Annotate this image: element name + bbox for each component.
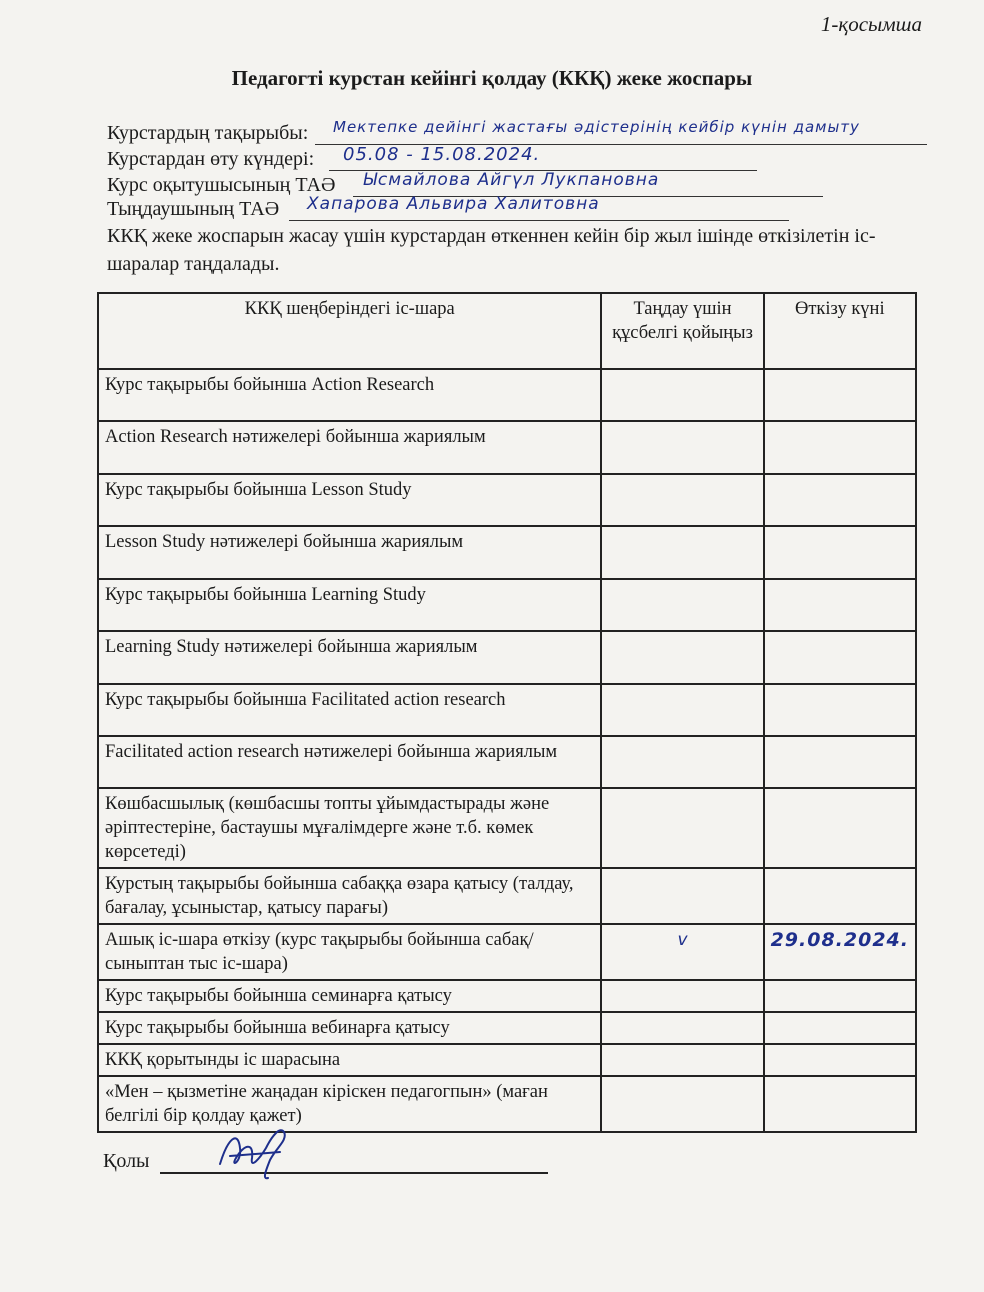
table-row: [98, 788, 916, 868]
dates-value: 05.08 - 15.08.2024.: [343, 144, 541, 165]
signature-label: Қолы: [103, 1150, 150, 1172]
table-row: [98, 736, 916, 788]
table-body: [98, 369, 916, 1132]
date-cell[interactable]: [764, 788, 916, 868]
table-row: [98, 526, 916, 579]
topic-label: Курстардың тақырыбы:: [107, 122, 309, 144]
table-row: [98, 474, 916, 526]
activity-cell: Facilitated action research нәтижелері бойынша жариялым: [98, 736, 601, 788]
instruction-text: ККҚ жеке жоспарын жасау үшін курстардан өткеннен кейін бір жыл ішінде өткізілетін іс-шаралар таңдалады.: [107, 225, 876, 275]
activity-cell: Курстың тақырыбы бойынша сабаққа өзара қатысу (талдау, бағалау, ұсыныстар, қатысу парағы): [98, 868, 601, 924]
table-row: [98, 868, 916, 924]
header-activity: ККҚ шеңберіндегі іс-шара: [98, 293, 601, 369]
date-value: 29.08.2024.: [770, 929, 909, 951]
date-cell[interactable]: [764, 1012, 916, 1044]
date-cell[interactable]: [764, 631, 916, 684]
date-cell[interactable]: [764, 924, 916, 980]
date-cell[interactable]: [764, 579, 916, 631]
checkmark-cell[interactable]: [601, 1012, 763, 1044]
activity-cell: «Мен – қызметіне жаңадан кіріскен педагогпын» (маған белгілі бір қолдау қажет): [98, 1076, 601, 1132]
table-row: [98, 1044, 916, 1076]
topic-field: [107, 118, 860, 145]
listener-value: Хапарова Альвира Халитовна: [307, 194, 600, 214]
checkmark-cell[interactable]: [601, 526, 763, 579]
listener-label: Тыңдаушының ТАӘ: [107, 198, 280, 220]
table-row: [98, 631, 916, 684]
table-row: [98, 369, 916, 421]
activity-cell: Ашық іс-шара өткізу (курс тақырыбы бойынша сабақ/ сыныптан тыс іс-шара): [98, 924, 601, 980]
dates-label: Курстардан өту күндері:: [107, 148, 315, 170]
activity-cell: Курс тақырыбы бойынша Facilitated action research: [98, 684, 601, 736]
activity-cell: Курс тақырыбы бойынша Learning Study: [98, 579, 601, 631]
checkmark-cell[interactable]: [601, 788, 763, 868]
table-header-row: [98, 293, 916, 369]
date-cell[interactable]: [764, 474, 916, 526]
activity-cell: Курс тақырыбы бойынша Action Research: [98, 369, 601, 421]
activity-cell: Learning Study нәтижелері бойынша жариялым: [98, 631, 601, 684]
checkmark-cell[interactable]: [601, 421, 763, 474]
checkmark-cell[interactable]: [601, 980, 763, 1012]
topic-value: Мектепке дейінгі жастағы әдістерінің кейбір күнін дамыту: [333, 118, 860, 136]
date-cell[interactable]: [764, 868, 916, 924]
date-cell[interactable]: [764, 369, 916, 421]
date-cell[interactable]: [764, 1076, 916, 1132]
checkmark-cell[interactable]: [601, 924, 763, 980]
checkmark-cell[interactable]: [601, 1044, 763, 1076]
handwritten-signature: [210, 1118, 300, 1184]
activity-cell: ККҚ қорытынды іс шарасына: [98, 1044, 601, 1076]
date-cell[interactable]: [764, 421, 916, 474]
header-date: Өткізу күні: [764, 293, 916, 369]
appendix-label: 1-қосымша: [820, 12, 922, 36]
teacher-field: [107, 170, 660, 197]
table-row: [98, 579, 916, 631]
table-row: [98, 980, 916, 1012]
dates-field: [107, 144, 541, 171]
date-cell[interactable]: [764, 980, 916, 1012]
checkmark-cell[interactable]: [601, 579, 763, 631]
activity-cell: Курс тақырыбы бойынша Lesson Study: [98, 474, 601, 526]
date-cell[interactable]: [764, 736, 916, 788]
table-row: [98, 421, 916, 474]
table-row: [98, 924, 916, 980]
checkmark-cell[interactable]: [601, 868, 763, 924]
document-title: Педагогті курстан кейінгі қолдау (ККҚ) жеке жоспары: [231, 66, 753, 90]
checkmark-cell[interactable]: [601, 369, 763, 421]
checkmark-cell[interactable]: [601, 1076, 763, 1132]
activity-cell: Lesson Study нәтижелері бойынша жариялым: [98, 526, 601, 579]
activity-cell: Көшбасшылық (көшбасшы топты ұйымдастырады және әріптестеріне, бастаушы мұғалімдерге және т.б. көмек көрсетеді): [98, 788, 601, 868]
date-cell[interactable]: [764, 526, 916, 579]
checkmark-cell[interactable]: [601, 631, 763, 684]
teacher-value: Ысмайлова Айгүл Лукпановна: [363, 170, 660, 190]
checkmark-cell[interactable]: [601, 474, 763, 526]
table-row: [98, 684, 916, 736]
checkmark-cell[interactable]: [601, 684, 763, 736]
teacher-label: Курс оқытушысының ТАӘ: [107, 174, 336, 196]
checkmark-value: v: [677, 930, 688, 950]
table-row: [98, 1012, 916, 1044]
activity-cell: Курс тақырыбы бойынша вебинарға қатысу: [98, 1012, 601, 1044]
date-cell[interactable]: [764, 684, 916, 736]
listener-field: [107, 194, 600, 221]
activity-cell: Курс тақырыбы бойынша семинарға қатысу: [98, 980, 601, 1012]
date-cell[interactable]: [764, 1044, 916, 1076]
header-checkmark: Таңдау үшін құсбелгі қойыңыз: [601, 293, 763, 369]
checkmark-cell[interactable]: [601, 736, 763, 788]
activity-plan-table: [97, 292, 917, 1133]
activity-cell: Action Research нәтижелері бойынша жариялым: [98, 421, 601, 474]
